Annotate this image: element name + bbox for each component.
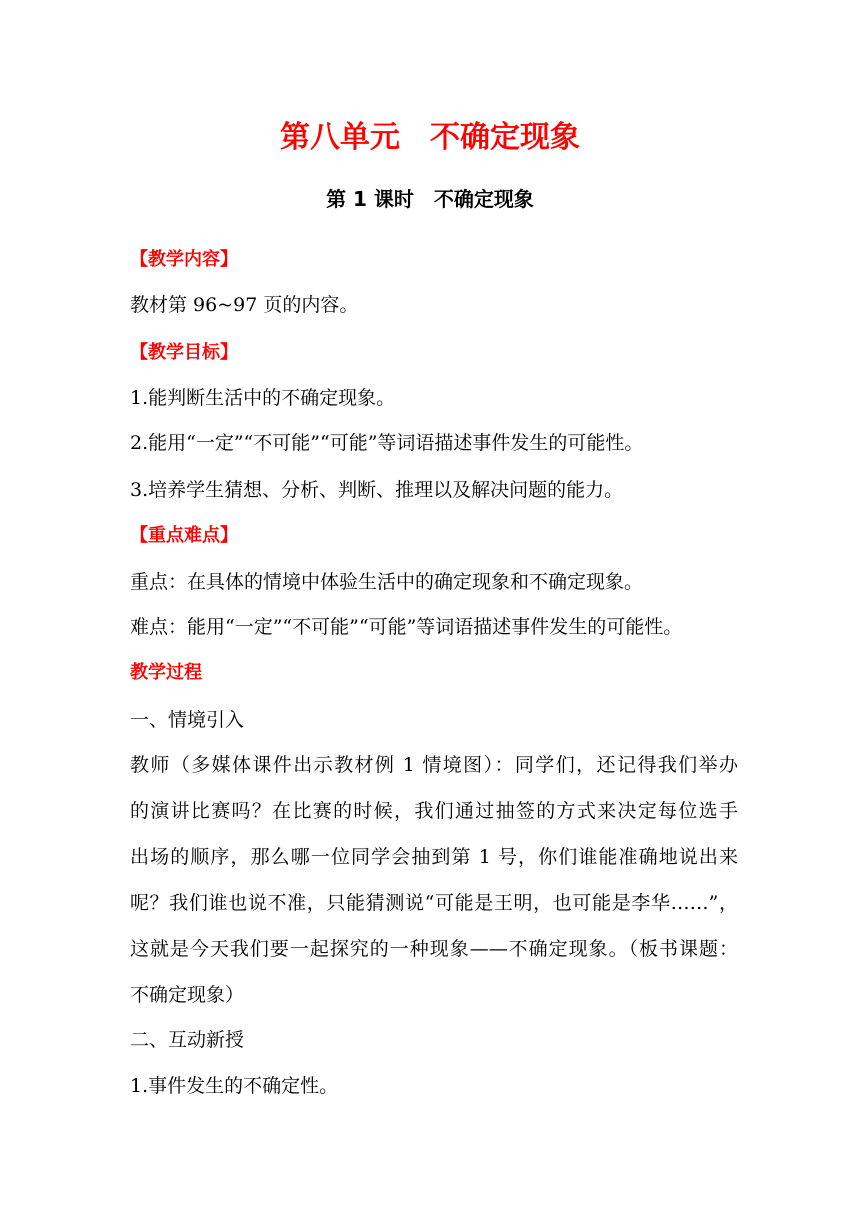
goals-heading: 【教学目标】 bbox=[130, 342, 238, 363]
goal-item: 2.能用“一定”“不可能”“可能”等词语描述事件发生的可能性。 bbox=[130, 432, 644, 454]
lesson-title: 第 1 课时 不确定现象 bbox=[326, 187, 534, 211]
content-heading: 【教学内容】 bbox=[130, 249, 238, 270]
key-point: 重点：在具体的情境中体验生活中的确定现象和不确定现象。 bbox=[130, 571, 644, 593]
paragraph-line: 呢？我们谁也说不准，只能猜测说“可能是王明，也可能是李华……”， bbox=[130, 892, 738, 914]
goal-item: 1.能判断生活中的不确定现象。 bbox=[130, 387, 396, 409]
step2-heading: 二、互动新授 bbox=[130, 1029, 245, 1051]
key-heading: 【重点难点】 bbox=[130, 525, 238, 546]
step1-heading: 一、情境引入 bbox=[130, 709, 245, 731]
process-heading: 教学过程 bbox=[130, 662, 202, 683]
paragraph-line: 这就是今天我们要一起探究的一种现象——不确定现象。（板书课题： bbox=[130, 938, 738, 960]
step2-item: 1.事件发生的不确定性。 bbox=[130, 1075, 339, 1097]
paragraph-line: 出场的顺序，那么哪一位同学会抽到第 1 号，你们谁能准确地说出来 bbox=[130, 846, 738, 868]
paragraph-line: 不确定现象） bbox=[130, 984, 245, 1006]
difficult-point: 难点：能用“一定”“不可能”“可能”等词语描述事件发生的可能性。 bbox=[130, 616, 683, 638]
content-text: 教材第 96~97 页的内容。 bbox=[130, 294, 359, 316]
goal-item: 3.培养学生猜想、分析、判断、推理以及解决问题的能力。 bbox=[130, 479, 624, 501]
unit-title: 第八单元 不确定现象 bbox=[280, 120, 580, 155]
paragraph-line: 教师（多媒体课件出示教材例 1 情境图）：同学们，还记得我们举办 bbox=[130, 754, 738, 776]
paragraph-line: 的演讲比赛吗？在比赛的时候，我们通过抽签的方式来决定每位选手 bbox=[130, 800, 738, 822]
